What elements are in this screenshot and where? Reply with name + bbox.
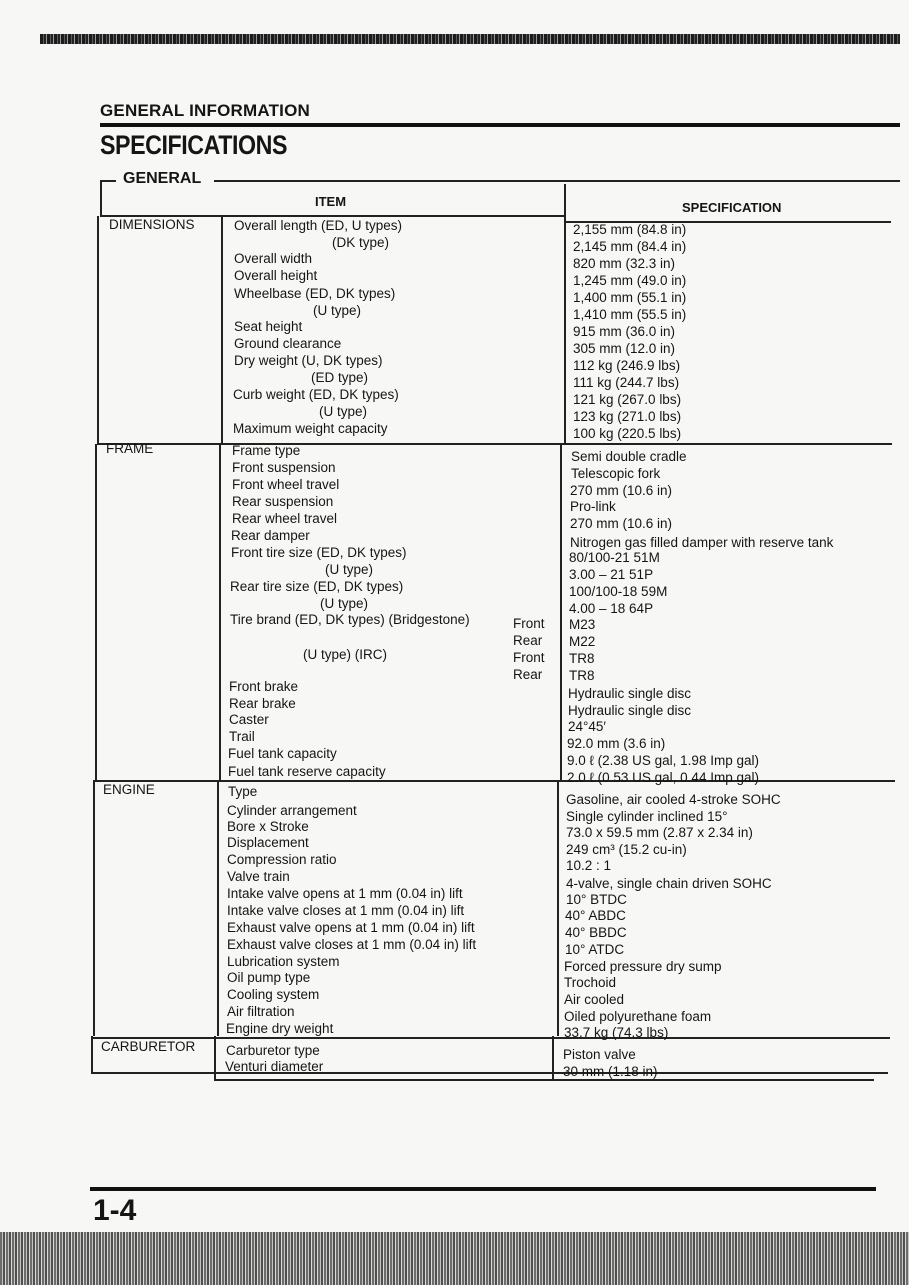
spec-engine-6: 4-valve, single chain driven SOHC	[566, 876, 772, 891]
item-dimensions-curb-weight-u: (U type)	[319, 404, 368, 419]
item-frame-rear-damper: Rear damper	[231, 528, 310, 543]
item-frame-front-wheel-travel: Front wheel travel	[232, 477, 340, 492]
row-separator-carburetor	[93, 1037, 890, 1039]
item-engine-dry-weight: Engine dry weight	[226, 1021, 334, 1036]
item-engine-oil-pump: Oil pump type	[227, 970, 311, 985]
spec-frame-7: 80/100-21 51M	[569, 550, 660, 565]
spec-engine-7: 10° BTDC	[566, 892, 627, 907]
page-title: SPECIFICATIONS	[100, 130, 288, 160]
spec-dimensions-8: 305 mm (12.0 in)	[573, 341, 676, 356]
spec-column-header: SPECIFICATION	[682, 200, 782, 215]
spec-engine-9: 40° BBDC	[565, 925, 627, 940]
spec-dimensions-9: 112 kg (246.9 lbs)	[573, 358, 681, 373]
spec-engine-4: 249 cm³ (15.2 cu-in)	[566, 842, 687, 857]
item-engine-displacement: Displacement	[227, 835, 309, 850]
spec-frame-13: TR8	[569, 651, 595, 666]
item-engine-exhaust-opens: Exhaust valve opens at 1 mm (0.04 in) lift	[227, 920, 475, 935]
item-engine-valve-train: Valve train	[227, 869, 290, 884]
spec-engine-3: 73.0 x 59.5 mm (2.87 x 2.34 in)	[566, 825, 753, 840]
column-separator-spec-engine	[557, 780, 559, 1036]
spec-engine-11: Forced pressure dry sump	[564, 959, 722, 974]
item-engine-intake-closes: Intake valve closes at 1 mm (0.04 in) lift	[227, 903, 465, 918]
spec-frame-16: Hydraulic single disc	[568, 703, 692, 718]
item-frame-tire-brand: Tire brand (ED, DK types) (Bridgestone)	[230, 612, 470, 627]
item-frame-rear-tire-u: (U type)	[320, 596, 369, 611]
column-separator-group-frame	[219, 444, 221, 780]
item-engine-exhaust-closes: Exhaust valve closes at 1 mm (0.04 in) lift	[227, 937, 477, 952]
spec-frame-4: Pro-link	[570, 499, 616, 514]
spec-engine-14: Oiled polyurethane foam	[564, 1009, 712, 1024]
spec-frame-17: 24°45′	[568, 719, 606, 734]
item-dimensions-overall-height: Overall height	[234, 268, 318, 283]
spec-frame-3: 270 mm (10.6 in)	[570, 483, 673, 498]
item-engine-air-filtration: Air filtration	[227, 1004, 295, 1019]
item-frame-front-tire-u: (U type)	[325, 562, 374, 577]
spec-dimensions-12: 123 kg (271.0 lbs)	[573, 409, 682, 424]
spec-engine-8: 40° ABDC	[565, 908, 626, 923]
item-carburetor-venturi: Venturi diameter	[225, 1059, 324, 1074]
item-dimensions-wheelbase-u: (U type)	[313, 303, 362, 318]
table-border-left-carburetor	[91, 1036, 93, 1072]
item-frame-position-front-2: Front	[513, 650, 545, 665]
item-engine-cooling: Cooling system	[227, 987, 320, 1002]
item-dimensions-overall-length: Overall length (ED, U types)	[234, 218, 403, 233]
item-frame-front-tire: Front tire size (ED, DK types)	[231, 545, 407, 560]
spec-frame-6: Nitrogen gas filled damper with reserve tank	[570, 535, 834, 550]
item-engine-lubrication: Lubrication system	[227, 954, 340, 969]
spec-frame-1: Semi double cradle	[571, 449, 687, 464]
spec-engine-13: Air cooled	[564, 992, 625, 1007]
spec-frame-15: Hydraulic single disc	[568, 686, 692, 701]
spec-frame-18: 92.0 mm (3.6 in)	[567, 736, 666, 751]
item-frame-position-rear-2: Rear	[513, 667, 543, 682]
item-dimensions-curb-weight: Curb weight (ED, DK types)	[233, 387, 399, 402]
spec-frame-5: 270 mm (10.6 in)	[570, 516, 673, 531]
column-separator-group-carburetor	[214, 1036, 216, 1079]
footer-rule	[90, 1187, 876, 1191]
header-rule	[100, 123, 900, 127]
item-frame-rear-suspension: Rear suspension	[232, 494, 334, 509]
item-dimensions-seat-height: Seat height	[234, 319, 303, 334]
scan-artifact-bottom	[0, 1232, 909, 1285]
item-dimensions-wheelbase: Wheelbase (ED, DK types)	[234, 286, 396, 301]
group-frame: FRAME	[106, 441, 154, 456]
spec-dimensions-2: 2,145 mm (84.4 in)	[573, 239, 687, 254]
column-separator-spec-carburetor	[552, 1036, 554, 1079]
spec-carburetor-2: 30 mm (1.18 in)	[563, 1064, 658, 1079]
spec-dimensions-3: 820 mm (32.3 in)	[573, 256, 676, 271]
table-border-left-engine	[93, 780, 95, 1036]
column-separator-spec-dimensions	[564, 184, 566, 444]
spec-dimensions-6: 1,410 mm (55.5 in)	[573, 307, 687, 322]
spec-engine-10: 10° ATDC	[565, 942, 625, 957]
spec-frame-2: Telescopic fork	[571, 466, 661, 481]
spec-frame-11: M23	[569, 617, 596, 632]
spec-frame-20: 2.0 ℓ (0.53 US gal, 0.44 Imp gal)	[567, 770, 759, 785]
item-frame-rear-wheel-travel: Rear wheel travel	[232, 511, 338, 526]
page-number: 1-4	[93, 1194, 137, 1227]
table-bottom-border	[91, 1072, 888, 1074]
spec-frame-10: 4.00 – 18 64P	[569, 601, 654, 616]
spec-carburetor-1: Piston valve	[563, 1047, 636, 1062]
spec-frame-9: 100/100-18 59M	[569, 584, 668, 599]
column-separator-group-dimensions	[221, 216, 223, 444]
column-separator-group-engine	[217, 780, 219, 1036]
subsection-title: GENERAL	[123, 170, 202, 187]
item-frame-tire-brand-u: (U type) (IRC)	[303, 647, 387, 662]
group-carburetor: CARBURETOR	[101, 1039, 196, 1054]
spec-engine-2: Single cylinder inclined 15°	[566, 809, 728, 824]
section-label: GENERAL INFORMATION	[100, 101, 310, 120]
item-frame-trail: Trail	[229, 729, 255, 744]
item-dimensions-overall-length-dk: (DK type)	[332, 235, 390, 250]
item-dimensions-dry-weight: Dry weight (U, DK types)	[234, 353, 383, 368]
table-border-left-top	[100, 180, 102, 216]
spec-dimensions-5: 1,400 mm (55.1 in)	[573, 290, 687, 305]
table-bottom-border-2	[214, 1079, 874, 1081]
scan-artifact-top	[40, 34, 900, 44]
item-column-header: ITEM	[315, 194, 347, 209]
spec-dimensions-10: 111 kg (244.7 lbs)	[573, 375, 680, 390]
subsection-rule-left	[100, 180, 116, 182]
item-dimensions-max-weight: Maximum weight capacity	[233, 421, 388, 436]
spec-dimensions-7: 915 mm (36.0 in)	[573, 324, 676, 339]
item-frame-position-front-1: Front	[513, 616, 545, 631]
item-frame-rear-brake: Rear brake	[229, 696, 296, 711]
item-carburetor-type: Carburetor type	[226, 1043, 320, 1058]
spec-dimensions-13: 100 kg (220.5 lbs)	[573, 426, 682, 441]
item-frame-fuel-reserve: Fuel tank reserve capacity	[228, 764, 386, 779]
item-frame-caster: Caster	[229, 712, 269, 727]
spec-frame-19: 9.0 ℓ (2.38 US gal, 1.98 Imp gal)	[567, 753, 759, 768]
subsection-rule-right	[214, 180, 900, 182]
item-engine-type: Type	[228, 784, 258, 799]
spec-engine-5: 10.2 : 1	[566, 858, 612, 873]
table-border-left-dimensions	[97, 216, 99, 444]
item-frame-front-suspension: Front suspension	[232, 460, 336, 475]
item-frame-fuel-tank: Fuel tank capacity	[228, 746, 337, 761]
spec-engine-12: Trochoid	[564, 975, 617, 990]
spec-dimensions-11: 121 kg (267.0 lbs)	[573, 392, 682, 407]
item-frame-position-rear-1: Rear	[513, 633, 543, 648]
item-engine-bore: Bore x Stroke	[227, 819, 309, 834]
item-engine-compression: Compression ratio	[227, 852, 337, 867]
row-separator-engine	[95, 780, 895, 782]
spec-frame-8: 3.00 – 21 51P	[569, 567, 654, 582]
item-frame-front-brake: Front brake	[229, 679, 299, 694]
spec-engine-1: Gasoline, air cooled 4-stroke SOHC	[566, 792, 781, 807]
item-frame-rear-tire: Rear tire size (ED, DK types)	[230, 579, 404, 594]
spec-frame-12: M22	[569, 634, 596, 649]
item-dimensions-dry-weight-ed: (ED type)	[311, 370, 369, 385]
item-engine-intake-opens: Intake valve opens at 1 mm (0.04 in) lift	[227, 886, 463, 901]
group-dimensions: DIMENSIONS	[109, 217, 195, 232]
item-dimensions-overall-width: Overall width	[234, 251, 313, 266]
row-separator-frame	[97, 443, 892, 445]
spec-engine-15: 33.7 kg (74.3 lbs)	[564, 1025, 669, 1040]
item-frame-type: Frame type	[232, 443, 301, 458]
group-engine: ENGINE	[103, 782, 155, 797]
column-separator-spec-frame	[560, 444, 562, 780]
item-dimensions-ground-clearance: Ground clearance	[234, 336, 342, 351]
spec-frame-14: TR8	[569, 668, 595, 683]
spec-dimensions-4: 1,245 mm (49.0 in)	[573, 273, 687, 288]
table-border-left-frame	[95, 444, 97, 780]
spec-dimensions-1: 2,155 mm (84.8 in)	[573, 222, 687, 237]
item-engine-cylinder: Cylinder arrangement	[227, 803, 357, 818]
